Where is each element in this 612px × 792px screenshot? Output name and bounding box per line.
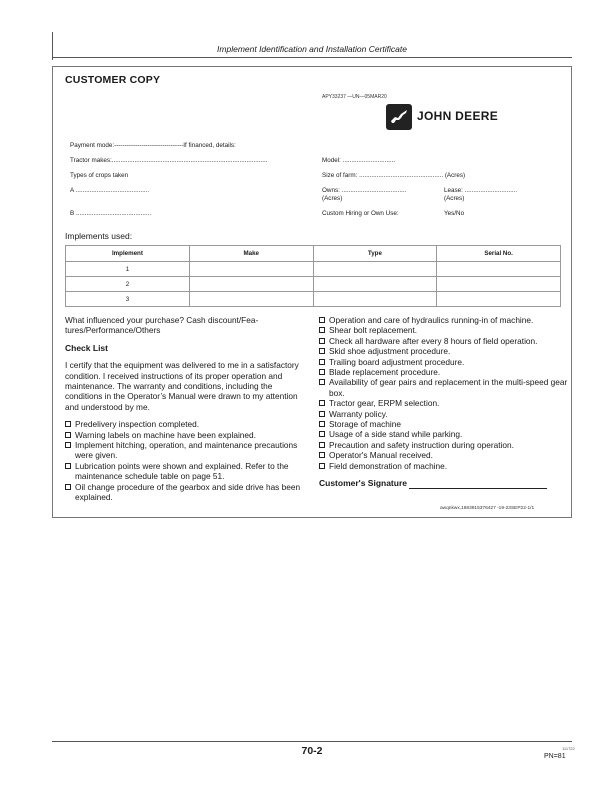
owns-unit: (Acres) bbox=[322, 195, 343, 202]
header-serial-no: Serial No. bbox=[437, 246, 561, 262]
checklist-item bbox=[319, 325, 569, 335]
serial-cell[interactable] bbox=[437, 277, 561, 292]
checklist-item bbox=[65, 440, 310, 461]
checklist-item bbox=[65, 430, 310, 440]
checklist-item-label: Warning labels on machine have been explained. bbox=[75, 429, 256, 440]
checklist-item bbox=[65, 461, 310, 482]
page-header-title: Implement Identification and Installation Certificate bbox=[217, 44, 407, 54]
types-of-crops-label: Types of crops taken bbox=[70, 172, 129, 179]
page-number: 70-2 bbox=[301, 745, 323, 757]
right-column bbox=[319, 315, 569, 489]
checklist-item-label: Tractor gear, ERPM selection. bbox=[329, 398, 440, 409]
checkbox-icon[interactable] bbox=[319, 359, 325, 365]
make-cell[interactable] bbox=[189, 277, 313, 292]
checklist-item-label: Field demonstration of machine. bbox=[329, 460, 448, 471]
checkbox-icon[interactable] bbox=[319, 463, 325, 469]
checklist-item bbox=[319, 367, 569, 377]
tractor-makes-field: Tractor makes:......................................................................................... bbox=[70, 157, 268, 164]
header-rule bbox=[52, 57, 572, 58]
header-make: Make bbox=[189, 246, 313, 262]
table-header-row bbox=[66, 246, 561, 262]
lease-field: Lease: .............................. bbox=[444, 187, 518, 194]
row-number: 3 bbox=[66, 292, 190, 307]
checkbox-icon[interactable] bbox=[319, 411, 325, 417]
checklist-item bbox=[319, 461, 569, 471]
checklist-item bbox=[65, 419, 310, 429]
checkbox-icon[interactable] bbox=[65, 432, 71, 438]
header-implement: Implement bbox=[66, 246, 190, 262]
serial-cell[interactable] bbox=[437, 292, 561, 307]
owns-field: Owns: ..................................... bbox=[322, 187, 407, 194]
type-cell[interactable] bbox=[313, 292, 437, 307]
pn-number: PN=81 bbox=[544, 753, 566, 760]
checklist-item-label: Trailing board adjustment procedure. bbox=[329, 356, 465, 367]
checklist-item bbox=[319, 377, 569, 398]
checkbox-icon[interactable] bbox=[65, 442, 71, 448]
checklist-item-label: Check all hardware after every 8 hours of field operation. bbox=[329, 335, 538, 346]
signature-label: Customer's Signature bbox=[319, 478, 407, 489]
checklist-item-label: Skid shoe adjustment procedure. bbox=[329, 346, 451, 357]
checklist-item-label: Implement hitching, operation, and maintenance precautions were given. bbox=[75, 440, 298, 461]
footer-small-code: 111722 bbox=[562, 746, 575, 751]
implements-table bbox=[65, 245, 561, 307]
crop-a-field: A .......................................... bbox=[70, 187, 150, 194]
brand-name: JOHN DEERE bbox=[417, 109, 499, 123]
table-row bbox=[66, 262, 561, 277]
checkbox-icon[interactable] bbox=[319, 442, 325, 448]
checklist-item-label: Operation and care of hydraulics running-in of machine. bbox=[329, 315, 534, 325]
checkbox-icon[interactable] bbox=[319, 369, 325, 375]
custom-hiring-label: Custom Hiring or Own Use: bbox=[322, 210, 399, 217]
size-of-farm-field: Size of farm: ................................................ (Acres) bbox=[322, 172, 466, 179]
checkbox-icon[interactable] bbox=[65, 463, 71, 469]
type-cell[interactable] bbox=[313, 262, 437, 277]
checkbox-icon[interactable] bbox=[65, 421, 71, 427]
checklist-item-label: Warranty policy. bbox=[329, 408, 388, 419]
model-field: Model: .............................. bbox=[322, 157, 396, 164]
checkbox-icon[interactable] bbox=[319, 348, 325, 354]
signature-row bbox=[319, 478, 569, 488]
checklist-item-label: Predelivery inspection completed. bbox=[75, 419, 200, 430]
checklist-item-label: Operator's Manual received. bbox=[329, 450, 433, 461]
checklist-item bbox=[319, 440, 569, 450]
checklist-item bbox=[319, 336, 569, 346]
checklist-title: Check List bbox=[65, 342, 108, 353]
checklist-item-label: Shear bolt replacement. bbox=[329, 325, 418, 336]
footer-code: awqnkwx,1683915376427 -19-23SEP22-1/1 bbox=[440, 506, 535, 511]
implements-used-label: Implements used: bbox=[65, 231, 133, 241]
form-code: APY33237 —UN—05MAR20 bbox=[322, 94, 387, 100]
left-column bbox=[65, 315, 310, 503]
payment-mode-field: Payment mode:---------------------------------If financed, details: bbox=[70, 142, 236, 149]
checklist-item-label: Usage of a side stand while parking. bbox=[329, 429, 463, 440]
checkbox-icon[interactable] bbox=[319, 431, 325, 437]
checkbox-icon[interactable] bbox=[319, 421, 325, 427]
checklist-item-label: Lubrication points were shown and explained. Refer to the maintenance schedule table on page 51. bbox=[75, 460, 289, 482]
deer-logo-icon bbox=[386, 104, 412, 130]
checklist-item-label: Blade replacement procedure. bbox=[329, 367, 441, 378]
left-checklist bbox=[65, 419, 310, 502]
right-checklist bbox=[319, 315, 569, 471]
checkbox-icon[interactable] bbox=[319, 400, 325, 406]
lease-unit: (Acres) bbox=[444, 195, 465, 202]
checklist-item bbox=[319, 450, 569, 460]
checklist-item bbox=[319, 357, 569, 367]
make-cell[interactable] bbox=[189, 262, 313, 277]
row-number: 1 bbox=[66, 262, 190, 277]
make-cell[interactable] bbox=[189, 292, 313, 307]
footer-rule bbox=[52, 741, 572, 742]
checklist-item bbox=[319, 429, 569, 439]
signature-line[interactable] bbox=[409, 480, 547, 489]
checklist-item bbox=[319, 346, 569, 356]
checklist-item-label: Storage of machine bbox=[329, 419, 401, 430]
checklist-item-label: Oil change procedure of the gearbox and side drive has been explained. bbox=[75, 481, 301, 503]
checkbox-icon[interactable] bbox=[319, 379, 325, 385]
table-row bbox=[66, 292, 561, 307]
checklist-item bbox=[319, 398, 569, 408]
form-title: CUSTOMER COPY bbox=[65, 74, 161, 86]
yes-no-value: Yes/No bbox=[444, 210, 465, 217]
checklist-item bbox=[319, 419, 569, 429]
checklist-item-label: Precaution and safety instruction during operation. bbox=[329, 439, 514, 450]
checkbox-icon[interactable] bbox=[319, 338, 325, 344]
serial-cell[interactable] bbox=[437, 262, 561, 277]
checkbox-icon[interactable] bbox=[319, 317, 325, 323]
checklist-item bbox=[65, 482, 310, 503]
checkbox-icon[interactable] bbox=[319, 327, 325, 333]
checklist-item-label: Availability of gear pairs and replacement in the multi-speed gear box. bbox=[329, 377, 568, 398]
certification-text: I certify that the equipment was delivered to me in a satisfactory condition. I received instructions of its proper operation and maintenance. The warranty and conditions, including the conditions in the Operator’s Manual were drawn to my attention and understood by me. bbox=[65, 360, 299, 412]
type-cell[interactable] bbox=[313, 277, 437, 292]
checkbox-icon[interactable] bbox=[65, 484, 71, 490]
table-row bbox=[66, 277, 561, 292]
checklist-item bbox=[319, 409, 569, 419]
influence-question: What influenced your purchase? Cash discount/Fea-tures/Performance/Others bbox=[65, 315, 259, 336]
crop-b-field: B ........................................... bbox=[70, 210, 152, 217]
checklist-item bbox=[319, 315, 569, 325]
row-number: 2 bbox=[66, 277, 190, 292]
header-type: Type bbox=[313, 246, 437, 262]
checkbox-icon[interactable] bbox=[319, 452, 325, 458]
deer-logo-svg bbox=[386, 104, 412, 130]
